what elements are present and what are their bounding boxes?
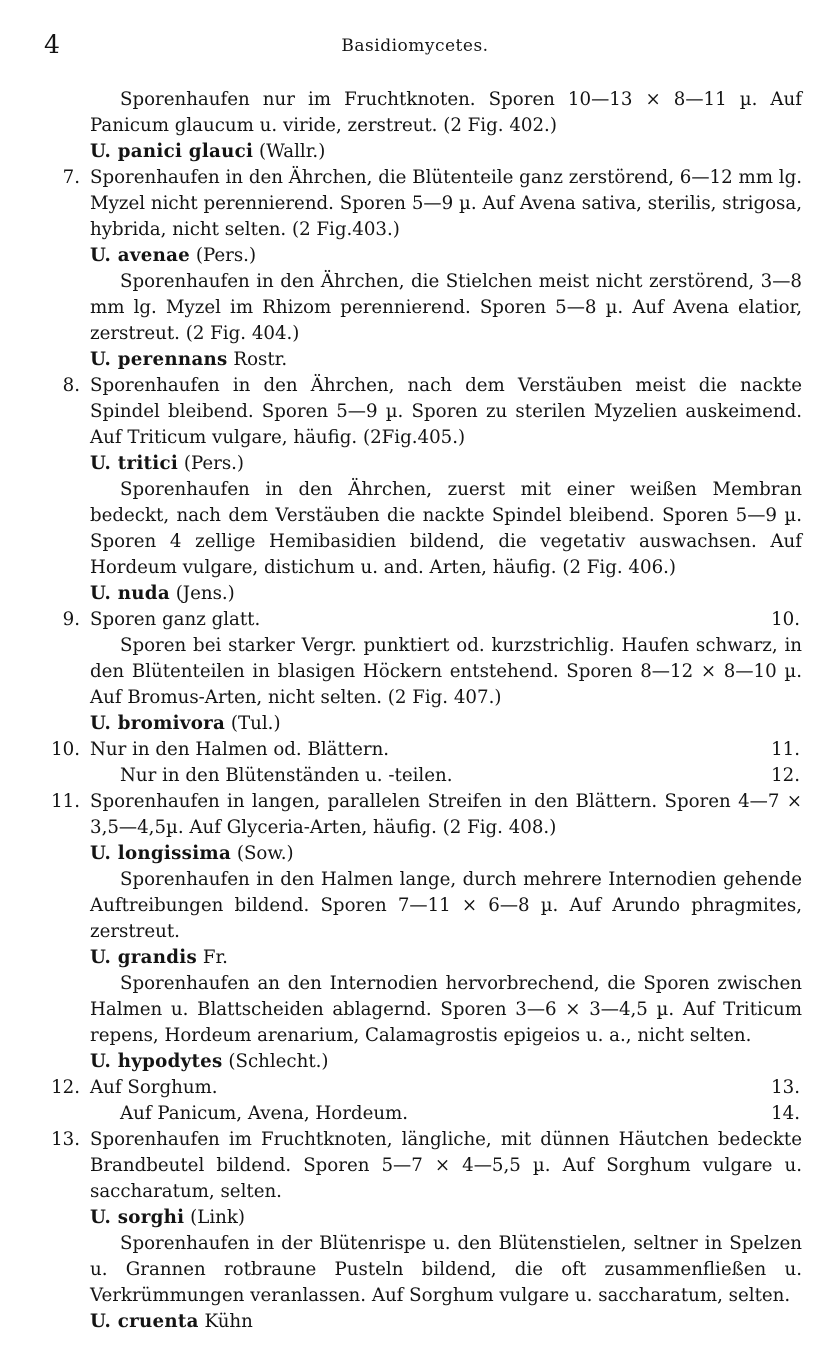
entry-text: Sporenhaufen im Fruchtknoten, längliche, mit dünnen Häutchen bedeckte Brandbeutel bildend. Sporen 5—7 × 4—5,5 µ. Auf Sorghum vulgare u. saccharatum, selten. — [90, 1129, 802, 1202]
key-number: 11. — [51, 791, 80, 812]
species-name: U. grandis — [90, 947, 198, 968]
key-reference: 12. — [771, 765, 800, 786]
key-number: 10. — [51, 739, 80, 760]
species-name: U. perennans — [90, 349, 228, 370]
key-number: 7. — [62, 167, 80, 188]
species-author: (Jens.) — [175, 583, 235, 604]
key-entry — [0, 763, 830, 789]
key-reference: 14. — [771, 1103, 800, 1124]
entry-text: Sporenhaufen in der Blütenrispe u. den Blütenstielen, seltner in Spelzen u. Grannen rotbraune Pusteln bildend, die oft zusammenfließen u. Verkrümmungen veranlassen. Auf Sorghum vulgare u. saccharatum, selten. — [90, 1233, 802, 1306]
species-name: U. panici glauci — [90, 141, 254, 162]
key-reference: 11. — [771, 739, 800, 760]
key-entry — [0, 477, 830, 607]
species-name: U. hypodytes — [90, 1051, 223, 1072]
entry-text: Auf Panicum, Avena, Hordeum. — [120, 1103, 409, 1124]
species-name: U. tritici — [90, 453, 179, 474]
entry-text: Nur in den Halmen od. Blättern. — [90, 739, 390, 760]
entry-text: Sporenhaufen an den Internodien hervorbrechend, die Sporen zwischen Halmen u. Blattscheiden ablagernd. Sporen 3—6 × 3—4,5 µ. Auf Triticum repens, Hordeum arenarium, Calamagrostis epigeios u. a., nicht selten. — [90, 973, 802, 1046]
entry-text: Sporenhaufen in den Ährchen, zuerst mit einer weißen Membran bedeckt, nach dem Verstäuben die nackte Spindel bleibend. Sporen 5—9 µ. Sporen 4 zellige Hemibasidien bildend, die vegetativ auswachsen. Auf Hordeum vulgare, distichum u. and. Arten, häufig. (2 Fig. 406.) — [90, 479, 802, 578]
species-author: (Wallr.) — [259, 141, 326, 162]
key-entry — [0, 165, 830, 269]
running-title: Basidiomycetes. — [341, 36, 489, 56]
species-name: U. nuda — [90, 583, 170, 604]
species-author: (Tul.) — [230, 713, 281, 734]
key-number: 12. — [51, 1077, 80, 1098]
entry-text: Sporenhaufen in den Ährchen, die Stielchen meist nicht zerstörend, 3—8 mm lg. Myzel im Rhizom perennierend. Sporen 5—8 µ. Auf Avena elatior, zerstreut. (2 Fig. 404.) — [90, 271, 802, 344]
species-author: (Sow.) — [236, 843, 294, 864]
key-number: 9. — [62, 609, 80, 630]
species-name: U. sorghi — [90, 1207, 185, 1228]
species-author: Rostr. — [233, 349, 288, 370]
key-entry — [0, 633, 830, 737]
species-author: Kühn — [204, 1311, 253, 1332]
key-entry — [0, 1127, 830, 1231]
species-name: U. longissima — [90, 843, 232, 864]
key-entry — [0, 373, 830, 477]
species-author: (Pers.) — [195, 245, 257, 266]
key-entry — [0, 1075, 830, 1101]
page-number: 4 — [44, 30, 60, 59]
entry-text: Sporenhaufen nur im Fruchtknoten. Sporen 10—13 × 8—11 µ. Auf Panicum glaucum u. viride, zerstreut. (2 Fig. 402.) — [90, 89, 802, 136]
species-author: (Pers.) — [183, 453, 245, 474]
key-entry — [0, 737, 830, 763]
key-reference: 10. — [771, 609, 800, 630]
entry-text: Nur in den Blütenständen u. -teilen. — [120, 765, 453, 786]
key-number: 8. — [62, 375, 80, 396]
entry-text: Sporenhaufen in langen, parallelen Streifen in den Blättern. Sporen 4—7 × 3,5—4,5µ. Auf Glyceria-Arten, häufig. (2 Fig. 408.) — [90, 791, 802, 838]
species-author: (Schlecht.) — [228, 1051, 329, 1072]
entry-text: Sporenhaufen in den Halmen lange, durch mehrere Internodien gehende Auftreibungen bildend. Sporen 7—11 × 6—8 µ. Auf Arundo phragmites, zerstreut. — [90, 869, 802, 942]
key-reference: 13. — [771, 1077, 800, 1098]
key-entry — [0, 607, 830, 633]
key-entry — [0, 971, 830, 1075]
species-author: Fr. — [202, 947, 228, 968]
entry-text: Sporen ganz glatt. — [90, 609, 261, 630]
key-entry — [0, 87, 830, 165]
entry-text: Sporenhaufen in den Ährchen, die Blütenteile ganz zerstörend, 6—12 mm lg. Myzel nicht perennierend. Sporen 5—9 µ. Auf Avena sativa, sterilis, strigosa, hybrida, nicht selten. (2 Fig.403.) — [90, 167, 802, 240]
entry-text: Auf Sorghum. — [90, 1077, 218, 1098]
entry-text: Sporenhaufen in den Ährchen, nach dem Verstäuben meist die nackte Spindel bleibend. Sporen 5—9 µ. Sporen zu sterilen Myzelien auskeimend. Auf Triticum vulgare, häufig. (2Fig.405.) — [90, 375, 802, 448]
species-author: (Link) — [190, 1207, 245, 1228]
key-number: 13. — [51, 1129, 80, 1150]
key-entry — [0, 269, 830, 373]
species-name: U. avenae — [90, 245, 191, 266]
species-name: U. cruenta — [90, 1311, 199, 1332]
key-entry — [0, 867, 830, 971]
key-entry — [0, 1101, 830, 1127]
key-entries — [0, 87, 830, 1335]
species-name: U. bromivora — [90, 713, 226, 734]
key-entry — [0, 1231, 830, 1335]
key-entry — [0, 789, 830, 867]
entry-text: Sporen bei starker Vergr. punktiert od. kurzstrichlig. Haufen schwarz, in den Blütenteilen in blasigen Höckern entstehend. Sporen 8—12 × 8—10 µ. Auf Bromus-Arten, nicht selten. (2 Fig. 407.) — [90, 635, 802, 708]
page-header — [0, 30, 830, 60]
